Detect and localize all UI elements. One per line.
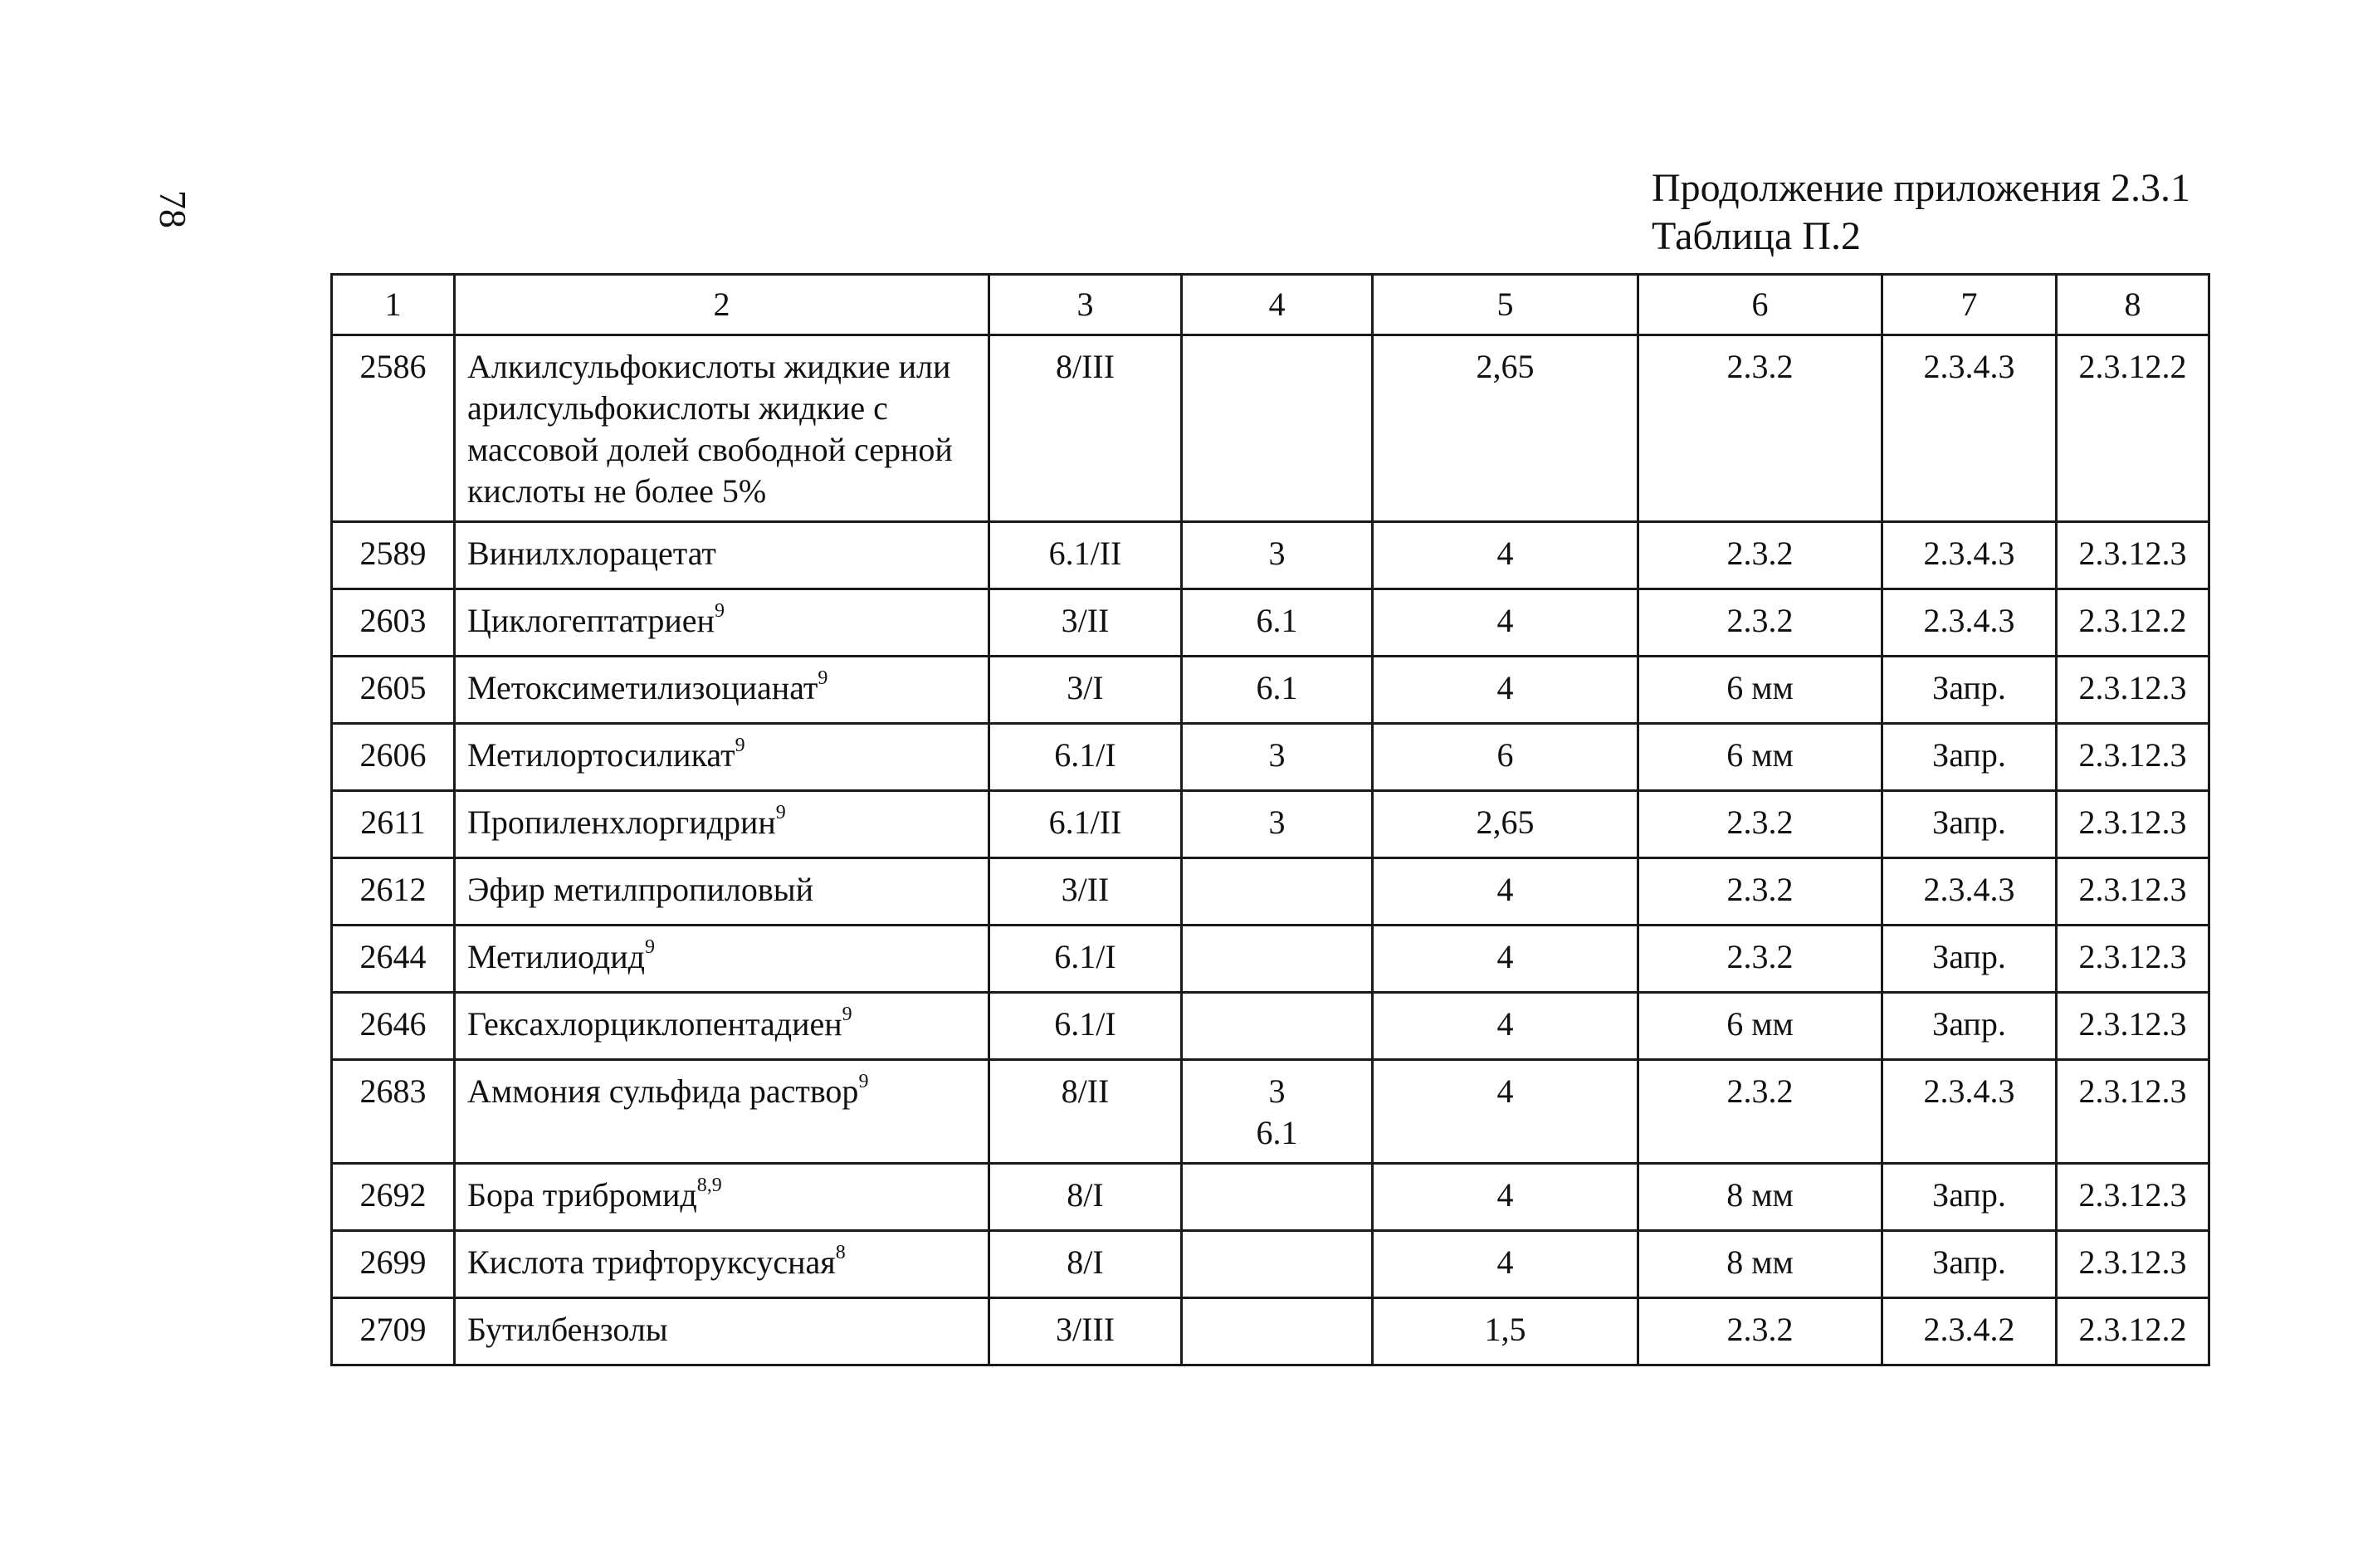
table-row bbox=[332, 926, 2209, 993]
subsidiary-risk-cell bbox=[1182, 858, 1373, 926]
heading-table-title: Таблица П.2 bbox=[1652, 214, 1861, 258]
column-header-4: 4 bbox=[1182, 275, 1373, 335]
substance-name: Бора трибромид bbox=[467, 1176, 697, 1214]
substance-name-cell bbox=[455, 335, 989, 522]
column-5-cell: 2,65 bbox=[1373, 335, 1638, 522]
column-8-cell: 2.3.12.3 bbox=[2057, 1164, 2209, 1231]
class-group-cell: 6.1/I bbox=[989, 993, 1182, 1060]
footnote-ref: 9 bbox=[818, 667, 828, 689]
substance-name-cell bbox=[455, 926, 989, 993]
substance-name: Аммония сульфида раствор bbox=[467, 1072, 859, 1110]
class-group-cell: 8/I bbox=[989, 1231, 1182, 1298]
table-row bbox=[332, 993, 2209, 1060]
substance-name-cell bbox=[455, 1164, 989, 1231]
table-row bbox=[332, 1060, 2209, 1164]
column-header-2: 2 bbox=[455, 275, 989, 335]
column-7-cell: Запр. bbox=[1882, 926, 2057, 993]
column-7-cell: 2.3.4.3 bbox=[1882, 589, 2057, 657]
column-6-cell: 2.3.2 bbox=[1638, 522, 1882, 589]
substance-name-cell bbox=[455, 1231, 989, 1298]
column-header-7: 7 bbox=[1882, 275, 2057, 335]
column-5-cell: 4 bbox=[1373, 657, 1638, 724]
substance-name: Винилхлорацетат bbox=[467, 535, 716, 572]
subsidiary-risk-cell: 3 6.1 bbox=[1182, 1060, 1373, 1164]
column-7-cell: Запр. bbox=[1882, 657, 2057, 724]
class-group-cell: 3/II bbox=[989, 858, 1182, 926]
table-row bbox=[332, 657, 2209, 724]
footnote-ref: 8,9 bbox=[696, 1175, 722, 1196]
class-group-cell: 6.1/II bbox=[989, 522, 1182, 589]
column-8-cell: 2.3.12.3 bbox=[2057, 791, 2209, 858]
column-header-1: 1 bbox=[332, 275, 455, 335]
table-row bbox=[332, 1231, 2209, 1298]
column-7-cell: Запр. bbox=[1882, 1164, 2057, 1231]
table-row bbox=[332, 858, 2209, 926]
column-5-cell: 6 bbox=[1373, 724, 1638, 791]
page-number: 78 bbox=[152, 190, 194, 228]
column-7-cell: Запр. bbox=[1882, 993, 2057, 1060]
substance-name: Алкилсульфокислоты жидкие или арилсульфокислоты жидкие с массовой долей свободной серной кислоты не более 5% bbox=[467, 348, 953, 510]
subsidiary-risk-cell: 3 bbox=[1182, 791, 1373, 858]
column-header-8: 8 bbox=[2057, 275, 2209, 335]
un-number-cell: 2692 bbox=[332, 1164, 455, 1231]
class-group-cell: 8/II bbox=[989, 1060, 1182, 1164]
subsidiary-risk-cell bbox=[1182, 1298, 1373, 1365]
substance-name: Метилортосиликат bbox=[467, 736, 735, 774]
subsidiary-risk-cell: 3 bbox=[1182, 522, 1373, 589]
substances-table bbox=[330, 273, 2210, 1366]
column-7-cell: 2.3.4.3 bbox=[1882, 858, 2057, 926]
substance-name-cell bbox=[455, 657, 989, 724]
subsidiary-risk-cell bbox=[1182, 335, 1373, 522]
column-5-cell: 4 bbox=[1373, 1231, 1638, 1298]
column-8-cell: 2.3.12.3 bbox=[2057, 993, 2209, 1060]
un-number-cell: 2603 bbox=[332, 589, 455, 657]
table-row bbox=[332, 724, 2209, 791]
un-number-cell: 2611 bbox=[332, 791, 455, 858]
footnote-ref: 9 bbox=[735, 735, 745, 756]
un-number-cell: 2646 bbox=[332, 993, 455, 1060]
column-5-cell: 4 bbox=[1373, 1164, 1638, 1231]
column-6-cell: 8 мм bbox=[1638, 1231, 1882, 1298]
column-8-cell: 2.3.12.3 bbox=[2057, 657, 2209, 724]
substance-name-cell bbox=[455, 1298, 989, 1365]
column-8-cell: 2.3.12.2 bbox=[2057, 335, 2209, 522]
substance-name-cell bbox=[455, 724, 989, 791]
subsidiary-risk-cell: 3 bbox=[1182, 724, 1373, 791]
class-group-cell: 6.1/I bbox=[989, 724, 1182, 791]
footnote-ref: 9 bbox=[714, 600, 725, 622]
column-7-cell: Запр. bbox=[1882, 724, 2057, 791]
substance-name: Кислота трифторуксусная bbox=[467, 1243, 836, 1281]
un-number-cell: 2612 bbox=[332, 858, 455, 926]
footnote-ref: 9 bbox=[842, 1004, 852, 1025]
column-header-5: 5 bbox=[1373, 275, 1638, 335]
column-7-cell: Запр. bbox=[1882, 791, 2057, 858]
substance-name-cell bbox=[455, 1060, 989, 1164]
table-row bbox=[332, 1298, 2209, 1365]
substance-name: Бутилбензолы bbox=[467, 1311, 668, 1348]
header-row bbox=[332, 275, 2209, 335]
subsidiary-risk-cell bbox=[1182, 993, 1373, 1060]
substance-name: Эфир метилпропиловый bbox=[467, 871, 813, 908]
substance-name: Гексахлорциклопентадиен bbox=[467, 1005, 842, 1043]
table-row bbox=[332, 522, 2209, 589]
substance-name: Метилиодид bbox=[467, 938, 646, 975]
column-7-cell: 2.3.4.3 bbox=[1882, 335, 2057, 522]
footnote-ref: 9 bbox=[645, 936, 656, 958]
table-row bbox=[332, 791, 2209, 858]
un-number-cell: 2683 bbox=[332, 1060, 455, 1164]
column-6-cell: 2.3.2 bbox=[1638, 858, 1882, 926]
column-7-cell: 2.3.4.3 bbox=[1882, 522, 2057, 589]
footnote-ref: 8 bbox=[835, 1242, 846, 1263]
column-8-cell: 2.3.12.3 bbox=[2057, 522, 2209, 589]
column-8-cell: 2.3.12.3 bbox=[2057, 1231, 2209, 1298]
subsidiary-risk-cell: 6.1 bbox=[1182, 657, 1373, 724]
un-number-cell: 2644 bbox=[332, 926, 455, 993]
column-6-cell: 2.3.2 bbox=[1638, 589, 1882, 657]
column-6-cell: 2.3.2 bbox=[1638, 926, 1882, 993]
class-group-cell: 3/I bbox=[989, 657, 1182, 724]
column-8-cell: 2.3.12.3 bbox=[2057, 926, 2209, 993]
un-number-cell: 2709 bbox=[332, 1298, 455, 1365]
heading-continuation: Продолжение приложения 2.3.1 bbox=[1652, 166, 2190, 210]
subsidiary-risk-cell bbox=[1182, 926, 1373, 993]
column-8-cell: 2.3.12.3 bbox=[2057, 724, 2209, 791]
column-header-6: 6 bbox=[1638, 275, 1882, 335]
column-5-cell: 4 bbox=[1373, 993, 1638, 1060]
substance-name-cell bbox=[455, 858, 989, 926]
subsidiary-risk-cell bbox=[1182, 1231, 1373, 1298]
un-number-cell: 2606 bbox=[332, 724, 455, 791]
column-5-cell: 4 bbox=[1373, 1060, 1638, 1164]
column-7-cell: 2.3.4.2 bbox=[1882, 1298, 2057, 1365]
column-6-cell: 6 мм bbox=[1638, 724, 1882, 791]
footnote-ref: 9 bbox=[858, 1071, 869, 1092]
class-group-cell: 6.1/II bbox=[989, 791, 1182, 858]
column-7-cell: 2.3.4.3 bbox=[1882, 1060, 2057, 1164]
column-header-3: 3 bbox=[989, 275, 1182, 335]
substance-name-cell bbox=[455, 522, 989, 589]
column-6-cell: 2.3.2 bbox=[1638, 1060, 1882, 1164]
column-6-cell: 2.3.2 bbox=[1638, 1298, 1882, 1365]
column-6-cell: 6 мм bbox=[1638, 993, 1882, 1060]
un-number-cell: 2586 bbox=[332, 335, 455, 522]
table-row bbox=[332, 1164, 2209, 1231]
column-8-cell: 2.3.12.3 bbox=[2057, 858, 2209, 926]
substance-name: Циклогептатриен bbox=[467, 602, 715, 639]
column-5-cell: 1,5 bbox=[1373, 1298, 1638, 1365]
un-number-cell: 2699 bbox=[332, 1231, 455, 1298]
subsidiary-risk-cell: 6.1 bbox=[1182, 589, 1373, 657]
un-number-cell: 2605 bbox=[332, 657, 455, 724]
substance-name-cell bbox=[455, 993, 989, 1060]
column-6-cell: 2.3.2 bbox=[1638, 791, 1882, 858]
un-number-cell: 2589 bbox=[332, 522, 455, 589]
column-5-cell: 4 bbox=[1373, 858, 1638, 926]
column-5-cell: 4 bbox=[1373, 522, 1638, 589]
column-6-cell: 8 мм bbox=[1638, 1164, 1882, 1231]
column-6-cell: 2.3.2 bbox=[1638, 335, 1882, 522]
column-5-cell: 4 bbox=[1373, 589, 1638, 657]
column-7-cell: Запр. bbox=[1882, 1231, 2057, 1298]
column-5-cell: 2,65 bbox=[1373, 791, 1638, 858]
class-group-cell: 6.1/I bbox=[989, 926, 1182, 993]
column-8-cell: 2.3.12.2 bbox=[2057, 1298, 2209, 1365]
column-5-cell: 4 bbox=[1373, 926, 1638, 993]
table-row bbox=[332, 335, 2209, 522]
class-group-cell: 8/III bbox=[989, 335, 1182, 522]
class-group-cell: 3/II bbox=[989, 589, 1182, 657]
class-group-cell: 3/III bbox=[989, 1298, 1182, 1365]
table-row bbox=[332, 589, 2209, 657]
class-group-cell: 8/I bbox=[989, 1164, 1182, 1231]
subsidiary-risk-cell bbox=[1182, 1164, 1373, 1231]
table-heading bbox=[1652, 164, 2249, 261]
substance-name-cell bbox=[455, 791, 989, 858]
substance-name: Метоксиметилизоцианат bbox=[467, 669, 818, 706]
column-8-cell: 2.3.12.3 bbox=[2057, 1060, 2209, 1164]
column-8-cell: 2.3.12.2 bbox=[2057, 589, 2209, 657]
footnote-ref: 9 bbox=[775, 802, 786, 823]
substance-name-cell bbox=[455, 589, 989, 657]
column-6-cell: 6 мм bbox=[1638, 657, 1882, 724]
substance-name: Пропиленхлоргидрин bbox=[467, 804, 776, 841]
